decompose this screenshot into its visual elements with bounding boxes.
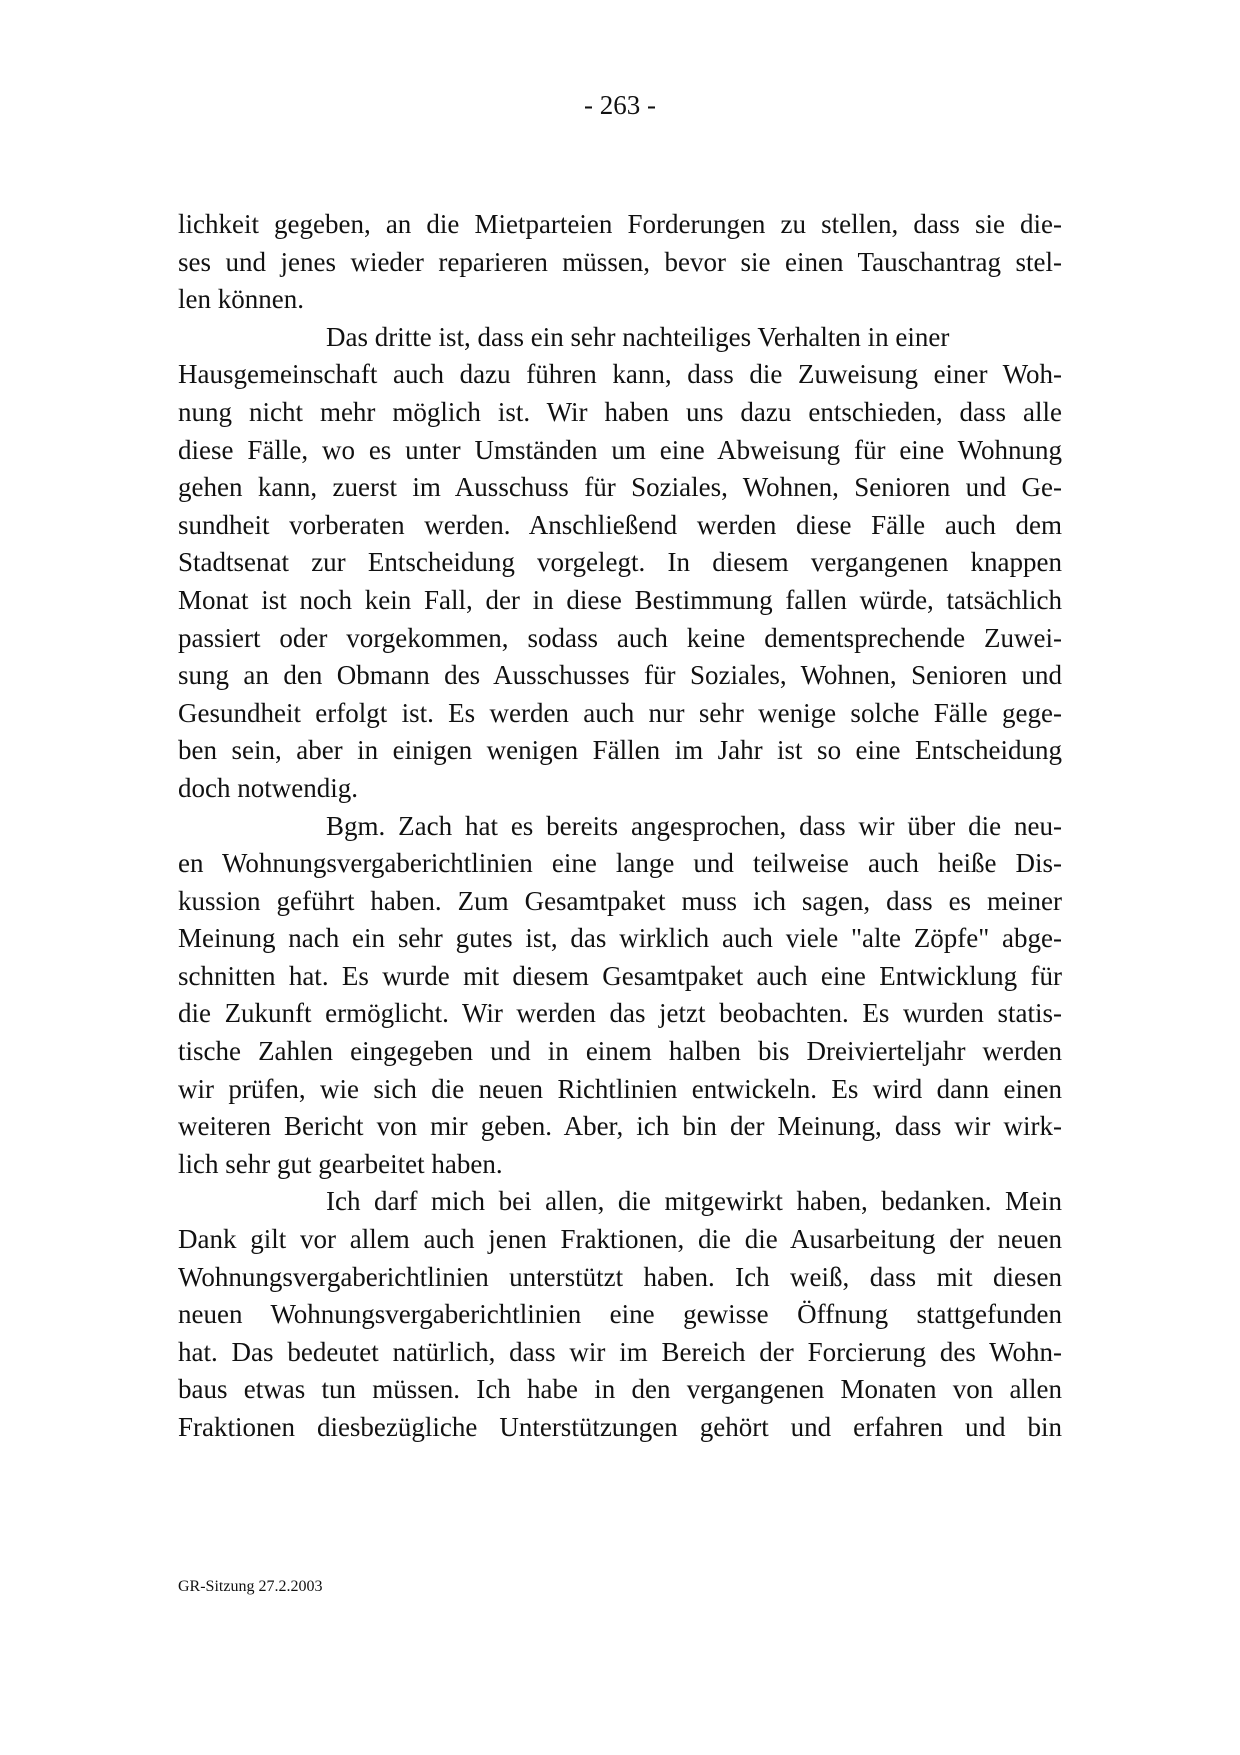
page-number: - 263 - [584,90,656,120]
text-line: die Zukunft ermöglicht. Wir werden das jetzt beobachten. Es wurden statis- [178,998,1062,1029]
text-line: len können. [178,284,304,315]
text-line: Meinung nach ein sehr gutes ist, das wirklich auch viele "alte Zöpfe" abge- [178,923,1062,954]
text-line: wir prüfen, wie sich die neuen Richtlinien entwickeln. Es wird dann einen [178,1073,1062,1104]
paragraph-first-line: Das dritte ist, dass ein sehr nachteiliges Verhalten in einer [326,321,950,352]
text-line: weiteren Bericht von mir geben. Aber, ich bin der Meinung, dass wir wirk- [178,1111,1062,1142]
text-line: Dank gilt vor allem auch jenen Fraktionen, die die Ausarbeitung der neuen [178,1224,1062,1255]
text-line: doch notwendig. [178,772,358,803]
text-line: schnitten hat. Es wurde mit diesem Gesamtpaket auch eine Entwicklung für [178,960,1062,991]
text-line: Fraktionen diesbezügliche Unterstützungen gehört und erfahren und bin [178,1412,1062,1442]
text-line: tische Zahlen eingegeben und in einem halben bis Dreivierteljahr werden [178,1036,1062,1067]
paragraph-first-line: Bgm. Zach hat es bereits angesprochen, dass wir über die neu- [326,810,1062,841]
text-line: ben sein, aber in einigen wenigen Fällen im Jahr ist so eine Entscheidung [178,735,1062,766]
paragraph-first-line: Ich darf mich bei allen, die mitgewirkt haben, bedanken. Mein [326,1186,1062,1217]
text-line: gehen kann, zuerst im Ausschuss für Soziales, Wohnen, Senioren und Ge- [178,472,1062,503]
text-line: Wohnungsvergaberichtlinien unterstützt haben. Ich weiß, dass mit diesen [178,1261,1062,1292]
text-line: passiert oder vorgekommen, sodass auch keine dementsprechende Zuwei- [178,622,1062,653]
text-line: hat. Das bedeutet natürlich, dass wir im Bereich der Forcierung des Wohn- [178,1336,1062,1367]
text-line: neuen Wohnungsvergaberichtlinien eine gewisse Öffnung stattgefunden [178,1299,1062,1330]
text-line: Hausgemeinschaft auch dazu führen kann, dass die Zuweisung einer Woh- [178,359,1062,390]
text-line: baus etwas tun müssen. Ich habe in den vergangenen Monaten von allen [178,1374,1062,1405]
text-line: lich sehr gut gearbeitet haben. [178,1148,503,1179]
body-text [178,206,1062,1447]
text-line: Stadtsenat zur Entscheidung vorgelegt. In diesem vergangenen knappen [178,547,1062,578]
text-line: lichkeit gegeben, an die Mietparteien Forderungen zu stellen, dass sie die- [178,209,1062,239]
text-line: diese Fälle, wo es unter Umständen um eine Abweisung für eine Wohnung [178,434,1062,465]
text-line: nung nicht mehr möglich ist. Wir haben uns dazu entschieden, dass alle [178,396,1062,427]
text-line: Gesundheit erfolgt ist. Es werden auch nur sehr wenige solche Fälle gege- [178,697,1062,728]
text-line: en Wohnungsvergaberichtlinien eine lange und teilweise auch heiße Dis- [178,848,1062,879]
text-line: ses und jenes wieder reparieren müssen, bevor sie einen Tauschantrag stel- [178,246,1062,277]
text-line: kussion geführt haben. Zum Gesamtpaket muss ich sagen, dass es meiner [178,885,1062,916]
text-line: sung an den Obmann des Ausschusses für Soziales, Wohnen, Senioren und [178,660,1062,691]
text-line: sundheit vorberaten werden. Anschließend werden diese Fälle auch dem [178,509,1062,540]
text-line: Monat ist noch kein Fall, der in diese Bestimmung fallen würde, tatsächlich [178,584,1062,615]
page-footer: GR-Sitzung 27.2.2003 [178,1578,323,1595]
